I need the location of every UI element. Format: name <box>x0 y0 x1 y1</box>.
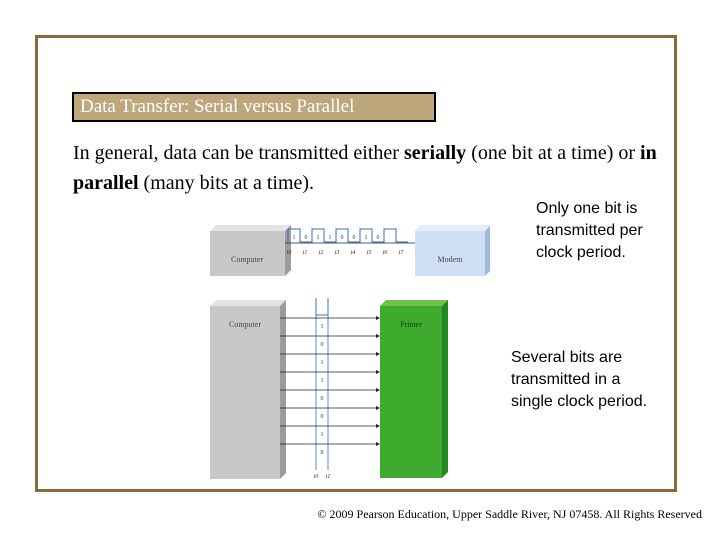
serial-time-label: t4 <box>350 250 356 256</box>
parallel-bit: 0 <box>320 342 324 348</box>
serial-bit: 1 <box>364 235 368 241</box>
serial-bit: 0 <box>376 235 380 241</box>
parallel-arrow <box>376 406 380 410</box>
parallel-data-lines <box>280 316 380 446</box>
parallel-arrow <box>376 424 380 428</box>
serial-modem-block <box>415 225 490 276</box>
parallel-arrow <box>376 316 380 320</box>
intro-part-2: (one bit at a time) or <box>466 142 641 164</box>
slide-title: Data Transfer: Serial versus Parallel <box>72 92 436 122</box>
serial-time-label: t7 <box>398 250 404 256</box>
parallel-arrow <box>376 388 380 392</box>
parallel-bit: 1 <box>320 432 324 438</box>
intro-bold-serially: serially <box>403 142 467 164</box>
serial-modem-label: Modem <box>437 255 463 264</box>
parallel-waveform <box>316 298 328 315</box>
parallel-computer-label: Computer <box>229 320 261 329</box>
parallel-bit: 1 <box>320 324 324 330</box>
serial-parallel-diagram <box>205 212 490 482</box>
serial-time-label: t5 <box>366 250 372 256</box>
serial-computer-label: Computer <box>231 255 263 264</box>
parallel-arrow <box>376 442 380 446</box>
serial-bit: 0 <box>352 235 356 241</box>
serial-note: Only one bit is transmitted per clock period. <box>536 200 643 261</box>
parallel-time-label: t0 <box>313 474 319 480</box>
parallel-bit: 0 <box>320 414 324 420</box>
parallel-computer-block <box>210 300 286 479</box>
serial-computer-block <box>210 225 291 276</box>
parallel-bit: 0 <box>320 396 324 402</box>
intro-part-1: In general, data can be transmitted either <box>73 142 404 164</box>
parallel-bit: 1 <box>320 378 324 384</box>
intro-bold-parallel: in parallel <box>73 142 657 194</box>
parallel-printer-block <box>380 300 448 478</box>
parallel-arrow <box>376 370 380 374</box>
intro-part-3: (many bits at a time). <box>138 172 315 194</box>
parallel-time-labels <box>314 474 331 480</box>
serial-time-label: t6 <box>382 250 388 256</box>
parallel-time-label: t1 <box>325 474 331 480</box>
serial-time-label: t2 <box>318 250 324 256</box>
parallel-bit: 0 <box>320 450 324 456</box>
serial-bit: 1 <box>292 235 296 241</box>
serial-time-labels <box>287 249 405 256</box>
parallel-arrow <box>376 352 380 356</box>
serial-time-label: t1 <box>302 250 308 256</box>
serial-bit: 1 <box>316 235 320 241</box>
serial-bit: 0 <box>340 235 344 241</box>
intro-text <box>73 138 683 198</box>
parallel-printer-label: Printer <box>400 320 422 329</box>
parallel-note: Several bits are transmitted in a single clock period. <box>511 349 648 410</box>
copyright-footer: © 2009 Pearson Education, Upper Saddle River, NJ 07458. All Rights Reserved <box>317 507 702 521</box>
serial-bit: 1 <box>328 235 332 241</box>
serial-time-label: t0 <box>286 250 292 256</box>
parallel-arrow <box>376 334 380 338</box>
parallel-bit: 1 <box>320 360 324 366</box>
serial-bit: 0 <box>304 235 308 241</box>
serial-time-label: t3 <box>334 250 340 256</box>
